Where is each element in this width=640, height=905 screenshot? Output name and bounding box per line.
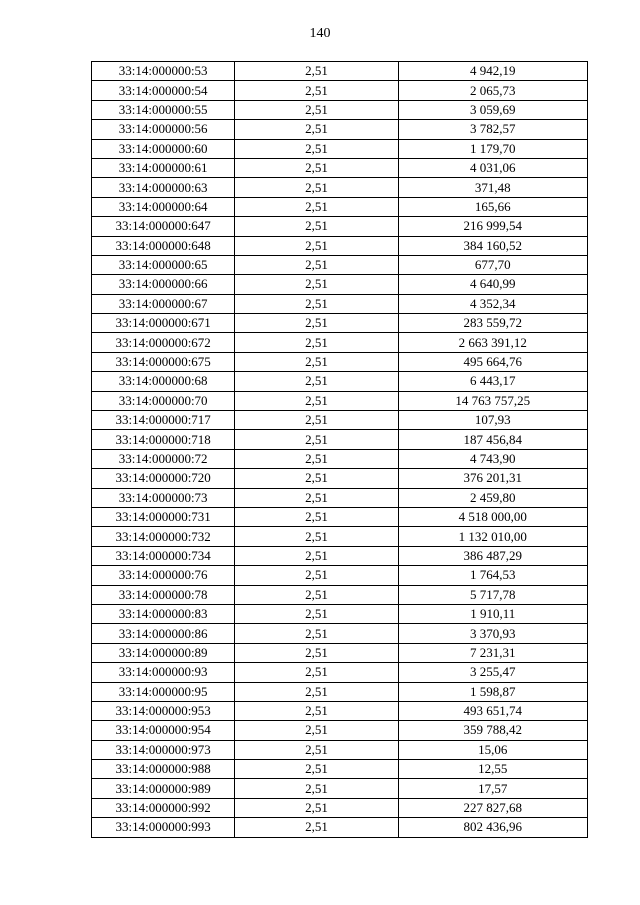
value-cell: 1 179,70 <box>398 139 587 158</box>
cadastral-number-cell: 33:14:000000:734 <box>92 546 235 565</box>
table-row <box>92 779 588 798</box>
table-row <box>92 275 588 294</box>
table-row <box>92 604 588 623</box>
table-row <box>92 139 588 158</box>
value-cell: 3 059,69 <box>398 100 587 119</box>
value-cell: 2 459,80 <box>398 488 587 507</box>
cadastral-number-cell: 33:14:000000:953 <box>92 701 235 720</box>
coefficient-cell: 2,51 <box>235 566 398 585</box>
cadastral-number-cell: 33:14:000000:988 <box>92 760 235 779</box>
value-cell: 4 640,99 <box>398 275 587 294</box>
cadastral-number-cell: 33:14:000000:731 <box>92 507 235 526</box>
coefficient-cell: 2,51 <box>235 372 398 391</box>
coefficient-cell: 2,51 <box>235 585 398 604</box>
table-row <box>92 624 588 643</box>
value-cell: 283 559,72 <box>398 314 587 333</box>
cadastral-number-cell: 33:14:000000:83 <box>92 604 235 623</box>
coefficient-cell: 2,51 <box>235 333 398 352</box>
value-cell: 5 717,78 <box>398 585 587 604</box>
table-row <box>92 449 588 468</box>
cadastral-number-cell: 33:14:000000:717 <box>92 411 235 430</box>
table-row <box>92 314 588 333</box>
cadastral-number-cell: 33:14:000000:647 <box>92 217 235 236</box>
value-cell: 107,93 <box>398 411 587 430</box>
value-cell: 3 782,57 <box>398 120 587 139</box>
coefficient-cell: 2,51 <box>235 818 398 837</box>
coefficient-cell: 2,51 <box>235 100 398 119</box>
cadastral-number-cell: 33:14:000000:954 <box>92 721 235 740</box>
cadastral-number-cell: 33:14:000000:64 <box>92 197 235 216</box>
value-cell: 1 764,53 <box>398 566 587 585</box>
value-cell: 4 942,19 <box>398 62 587 81</box>
table-row <box>92 682 588 701</box>
table-row <box>92 391 588 410</box>
table-row <box>92 566 588 585</box>
value-cell: 4 743,90 <box>398 449 587 468</box>
coefficient-cell: 2,51 <box>235 488 398 507</box>
coefficient-cell: 2,51 <box>235 701 398 720</box>
coefficient-cell: 2,51 <box>235 178 398 197</box>
value-cell: 14 763 757,25 <box>398 391 587 410</box>
coefficient-cell: 2,51 <box>235 411 398 430</box>
cadastral-number-cell: 33:14:000000:55 <box>92 100 235 119</box>
table-row <box>92 294 588 313</box>
value-cell: 17,57 <box>398 779 587 798</box>
table-row <box>92 411 588 430</box>
coefficient-cell: 2,51 <box>235 430 398 449</box>
coefficient-cell: 2,51 <box>235 255 398 274</box>
cadastral-number-cell: 33:14:000000:95 <box>92 682 235 701</box>
cadastral-number-cell: 33:14:000000:68 <box>92 372 235 391</box>
coefficient-cell: 2,51 <box>235 624 398 643</box>
cadastral-number-cell: 33:14:000000:56 <box>92 120 235 139</box>
table-row <box>92 100 588 119</box>
table-row <box>92 721 588 740</box>
cadastral-number-cell: 33:14:000000:672 <box>92 333 235 352</box>
coefficient-cell: 2,51 <box>235 294 398 313</box>
table-row <box>92 527 588 546</box>
coefficient-cell: 2,51 <box>235 391 398 410</box>
coefficient-cell: 2,51 <box>235 120 398 139</box>
cadastral-number-cell: 33:14:000000:992 <box>92 798 235 817</box>
coefficient-cell: 2,51 <box>235 507 398 526</box>
cadastral-number-cell: 33:14:000000:76 <box>92 566 235 585</box>
value-cell: 4 518 000,00 <box>398 507 587 526</box>
coefficient-cell: 2,51 <box>235 217 398 236</box>
coefficient-cell: 2,51 <box>235 546 398 565</box>
coefficient-cell: 2,51 <box>235 81 398 100</box>
value-cell: 386 487,29 <box>398 546 587 565</box>
value-cell: 7 231,31 <box>398 643 587 662</box>
table-row <box>92 643 588 662</box>
cadastral-number-cell: 33:14:000000:72 <box>92 449 235 468</box>
value-cell: 4 352,34 <box>398 294 587 313</box>
table-row <box>92 62 588 81</box>
cadastral-number-cell: 33:14:000000:671 <box>92 314 235 333</box>
table-row <box>92 818 588 837</box>
value-cell: 677,70 <box>398 255 587 274</box>
coefficient-cell: 2,51 <box>235 663 398 682</box>
value-cell: 2 065,73 <box>398 81 587 100</box>
table-row <box>92 488 588 507</box>
cadastral-number-cell: 33:14:000000:93 <box>92 663 235 682</box>
cadastral-number-cell: 33:14:000000:60 <box>92 139 235 158</box>
value-cell: 1 598,87 <box>398 682 587 701</box>
cadastral-number-cell: 33:14:000000:718 <box>92 430 235 449</box>
coefficient-cell: 2,51 <box>235 760 398 779</box>
page-number: 140 <box>309 26 331 41</box>
table-row <box>92 197 588 216</box>
cadastral-number-cell: 33:14:000000:73 <box>92 488 235 507</box>
table-row <box>92 585 588 604</box>
value-cell: 384 160,52 <box>398 236 587 255</box>
cadastral-number-cell: 33:14:000000:67 <box>92 294 235 313</box>
coefficient-cell: 2,51 <box>235 643 398 662</box>
table-row <box>92 507 588 526</box>
value-cell: 4 031,06 <box>398 158 587 177</box>
value-cell: 376 201,31 <box>398 469 587 488</box>
value-cell: 371,48 <box>398 178 587 197</box>
cadastral-number-cell: 33:14:000000:54 <box>92 81 235 100</box>
cadastral-number-cell: 33:14:000000:65 <box>92 255 235 274</box>
cadastral-number-cell: 33:14:000000:86 <box>92 624 235 643</box>
cadastral-number-cell: 33:14:000000:989 <box>92 779 235 798</box>
data-table <box>91 61 588 838</box>
coefficient-cell: 2,51 <box>235 469 398 488</box>
value-cell: 3 370,93 <box>398 624 587 643</box>
table-row <box>92 372 588 391</box>
value-cell: 1 132 010,00 <box>398 527 587 546</box>
table-row <box>92 217 588 236</box>
value-cell: 6 443,17 <box>398 372 587 391</box>
coefficient-cell: 2,51 <box>235 740 398 759</box>
table-row <box>92 236 588 255</box>
cadastral-number-cell: 33:14:000000:973 <box>92 740 235 759</box>
table-row <box>92 81 588 100</box>
coefficient-cell: 2,51 <box>235 449 398 468</box>
coefficient-cell: 2,51 <box>235 779 398 798</box>
value-cell: 802 436,96 <box>398 818 587 837</box>
coefficient-cell: 2,51 <box>235 527 398 546</box>
cadastral-number-cell: 33:14:000000:61 <box>92 158 235 177</box>
coefficient-cell: 2,51 <box>235 604 398 623</box>
table-row <box>92 663 588 682</box>
coefficient-cell: 2,51 <box>235 314 398 333</box>
cadastral-number-cell: 33:14:000000:63 <box>92 178 235 197</box>
table-row <box>92 158 588 177</box>
cadastral-number-cell: 33:14:000000:720 <box>92 469 235 488</box>
coefficient-cell: 2,51 <box>235 275 398 294</box>
coefficient-cell: 2,51 <box>235 158 398 177</box>
table-row <box>92 469 588 488</box>
coefficient-cell: 2,51 <box>235 62 398 81</box>
cadastral-number-cell: 33:14:000000:993 <box>92 818 235 837</box>
coefficient-cell: 2,51 <box>235 197 398 216</box>
table-row <box>92 760 588 779</box>
value-cell: 227 827,68 <box>398 798 587 817</box>
table-row <box>92 740 588 759</box>
coefficient-cell: 2,51 <box>235 798 398 817</box>
table-row <box>92 798 588 817</box>
table-row <box>92 701 588 720</box>
cadastral-number-cell: 33:14:000000:70 <box>92 391 235 410</box>
value-cell: 359 788,42 <box>398 721 587 740</box>
coefficient-cell: 2,51 <box>235 682 398 701</box>
cadastral-number-cell: 33:14:000000:89 <box>92 643 235 662</box>
value-cell: 2 663 391,12 <box>398 333 587 352</box>
value-cell: 493 651,74 <box>398 701 587 720</box>
coefficient-cell: 2,51 <box>235 352 398 371</box>
value-cell: 495 664,76 <box>398 352 587 371</box>
cadastral-number-cell: 33:14:000000:648 <box>92 236 235 255</box>
cadastral-number-cell: 33:14:000000:53 <box>92 62 235 81</box>
value-cell: 187 456,84 <box>398 430 587 449</box>
coefficient-cell: 2,51 <box>235 139 398 158</box>
table-body <box>92 62 588 838</box>
table-row <box>92 333 588 352</box>
cadastral-number-cell: 33:14:000000:675 <box>92 352 235 371</box>
table-row <box>92 178 588 197</box>
coefficient-cell: 2,51 <box>235 236 398 255</box>
cadastral-number-cell: 33:14:000000:78 <box>92 585 235 604</box>
value-cell: 216 999,54 <box>398 217 587 236</box>
cadastral-number-cell: 33:14:000000:732 <box>92 527 235 546</box>
table-row <box>92 120 588 139</box>
cadastral-number-cell: 33:14:000000:66 <box>92 275 235 294</box>
table-row <box>92 430 588 449</box>
table-row <box>92 546 588 565</box>
value-cell: 3 255,47 <box>398 663 587 682</box>
coefficient-cell: 2,51 <box>235 721 398 740</box>
value-cell: 15,06 <box>398 740 587 759</box>
value-cell: 1 910,11 <box>398 604 587 623</box>
table-row <box>92 352 588 371</box>
value-cell: 165,66 <box>398 197 587 216</box>
table-row <box>92 255 588 274</box>
value-cell: 12,55 <box>398 760 587 779</box>
